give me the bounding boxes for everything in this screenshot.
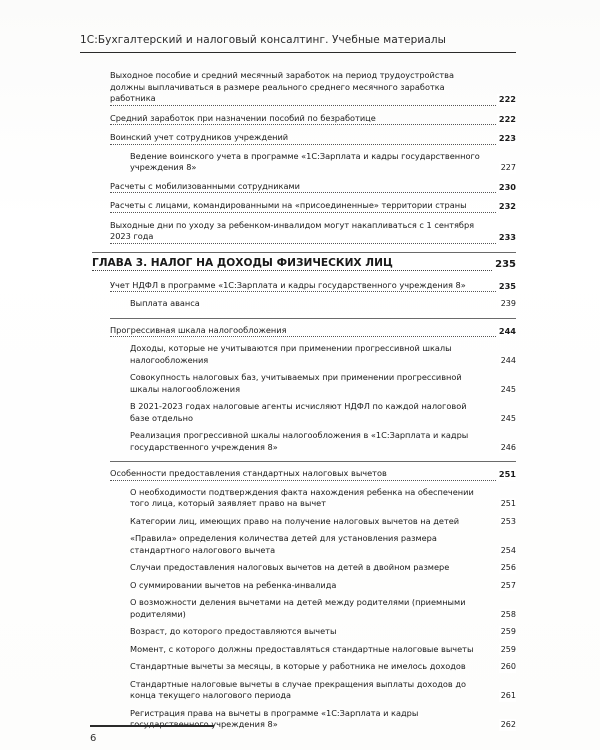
toc-entry-page: 233 (498, 232, 516, 242)
toc-subentry[interactable] (130, 151, 516, 174)
toc-entry-page: 245 (500, 384, 516, 394)
toc-entry-title: Выходное пособие и средний месячный заработок на период трудоустройства должны выплачиваться в размере реального среднего месячного заработка работника (110, 70, 516, 106)
table-of-contents (92, 70, 516, 731)
toc-subentry[interactable] (130, 533, 516, 556)
toc-entry[interactable] (110, 200, 516, 213)
toc-entry-page: 259 (500, 627, 516, 636)
toc-entry-page: 230 (498, 181, 516, 192)
toc-entry-title: Стандартные вычеты за месяцы, в которые у работника не имелось доходов (130, 661, 466, 671)
toc-entry-page: 227 (500, 163, 516, 172)
toc-subentry[interactable] (130, 580, 516, 592)
header-rule (80, 52, 516, 53)
toc-entry-title: Регистрация права на вычеты в программе «1С:Зарплата и кадры государственного учреждения 8» (130, 707, 419, 729)
section-divider (110, 461, 516, 462)
toc-entry-title: Выходные дни по уходу за ребенком-инвалидом могут накапливаться с 1 сентября 2023 года (110, 220, 516, 244)
toc-entry-page: 245 (500, 413, 516, 423)
toc-subentry[interactable] (130, 298, 516, 310)
toc-entry-title: Стандартные налоговые вычеты в случае прекращения выплаты доходов до конца текущего налогового периода (130, 678, 467, 700)
toc-entry-page: 244 (500, 355, 516, 365)
section-divider (92, 252, 516, 253)
toc-entry[interactable] (110, 468, 516, 481)
toc-entry-title: Случаи предоставления налоговых вычетов на детей в двойном размере (130, 562, 450, 572)
toc-entry-page: 259 (500, 644, 516, 654)
toc-entry-title: Категории лиц, имеющих право на получение налоговых вычетов на детей (130, 515, 460, 526)
toc-entry-page: 253 (500, 516, 516, 526)
toc-entry-title: «Правила» определения количества детей для установления размера стандартного налогового вычета (130, 533, 437, 555)
toc-chapter-title: ГЛАВА 3. НАЛОГ НА ДОХОДЫ ФИЗИЧЕСКИХ ЛИЦ (92, 257, 516, 271)
toc-entry-title: Учет НДФЛ в программе «1С:Зарплата и кадры государственного учреждения 8» (110, 280, 516, 293)
toc-subentry[interactable] (130, 401, 516, 424)
toc-entry-title: Доходы, которые не учитываются при применении прогрессивной шкалы налогообложения (130, 343, 452, 365)
toc-entry-title: О необходимости подтверждения факта нахождения ребенка на обеспечении того лица, который заявляет право на вычет (130, 486, 474, 508)
toc-entry-page: 257 (500, 580, 516, 590)
toc-subentry[interactable] (130, 372, 516, 395)
toc-entry-title: Реализация прогрессивной шкалы налогообложения в «1С:Зарплата и кадры государственного учреждения 8» (130, 430, 469, 452)
toc-entry-title: Расчеты с лицами, командированными на «присоединенные» территории страны (110, 200, 516, 213)
toc-entry[interactable] (110, 70, 516, 106)
toc-entry-page: 254 (500, 545, 516, 555)
toc-entry-page: 256 (500, 563, 516, 572)
toc-subentry[interactable] (130, 487, 516, 510)
toc-entry-page: 222 (498, 94, 516, 104)
toc-entry-page: 262 (500, 720, 516, 729)
toc-entry-page: 251 (500, 499, 516, 508)
toc-entry[interactable] (110, 181, 516, 194)
toc-subentry[interactable] (130, 661, 516, 673)
toc-entry-page: 261 (500, 691, 516, 700)
toc-entry-title: Выплата аванса (130, 298, 200, 308)
footer-rule (90, 725, 214, 727)
toc-entry-title: В 2021-2023 годах налоговые агенты исчисляют НДФЛ по каждой налоговой базе отдельно (130, 401, 467, 423)
toc-subentry[interactable] (130, 679, 516, 702)
toc-entry[interactable] (110, 325, 516, 338)
toc-entry-title: Совокупность налоговых баз, учитываемых при применении прогрессивной шкалы налогообложения (130, 372, 462, 394)
toc-entry-title: Средний заработок при назначении пособий по безработице (110, 113, 516, 126)
toc-entry-page: 251 (498, 469, 516, 479)
toc-subentry[interactable] (130, 430, 516, 453)
toc-subentry[interactable] (130, 597, 516, 620)
toc-subentry[interactable] (130, 562, 516, 574)
toc-entry-page: 223 (498, 133, 516, 143)
running-header: 1С:Бухгалтерский и налоговый консалтинг. Учебные материалы (80, 34, 447, 46)
toc-entry[interactable] (110, 113, 516, 126)
toc-entry-page: 244 (498, 325, 516, 336)
toc-subentry[interactable] (130, 644, 516, 656)
toc-entry-title: Ведение воинского учета в программе «1С:Зарплата и кадры государственного учреждения 8» (130, 150, 480, 172)
toc-entry-page: 246 (500, 442, 516, 452)
toc-entry-page: 260 (500, 662, 516, 671)
toc-subentry[interactable] (130, 343, 516, 366)
toc-subentry[interactable] (130, 626, 516, 638)
toc-entry-title: О возможности деления вычетами на детей между родителями (приемными родителями) (130, 597, 466, 619)
toc-entry-title: Момент, с которого должны предоставляться стандартные налоговые вычеты (130, 643, 474, 654)
toc-chapter[interactable] (92, 257, 516, 271)
toc-entry-page: 258 (500, 609, 516, 619)
toc-entry[interactable] (110, 220, 516, 244)
toc-chapter-page: 235 (495, 258, 516, 270)
toc-subentry[interactable] (130, 516, 516, 528)
toc-subentry[interactable] (130, 708, 516, 731)
toc-entry-title: Расчеты с мобилизованными сотрудниками (110, 181, 516, 194)
toc-entry-title: Особенности предоставления стандартных налоговых вычетов (110, 468, 516, 481)
toc-entry[interactable] (110, 280, 516, 293)
section-divider (110, 318, 516, 319)
toc-entry-page: 222 (498, 113, 516, 124)
toc-entry-page: 232 (498, 201, 516, 211)
page-number: 6 (90, 733, 97, 744)
toc-entry-title: О суммировании вычетов на ребенка-инвалида (130, 579, 337, 590)
toc-entry-title: Возраст, до которого предоставляются вычеты (130, 626, 337, 636)
toc-entry[interactable] (110, 132, 516, 145)
toc-entry-title: Прогрессивная шкала налогообложения (110, 325, 516, 338)
toc-entry-page: 239 (500, 299, 516, 308)
toc-entry-title: Воинский учет сотрудников учреждений (110, 132, 516, 145)
toc-entry-page: 235 (498, 280, 516, 291)
